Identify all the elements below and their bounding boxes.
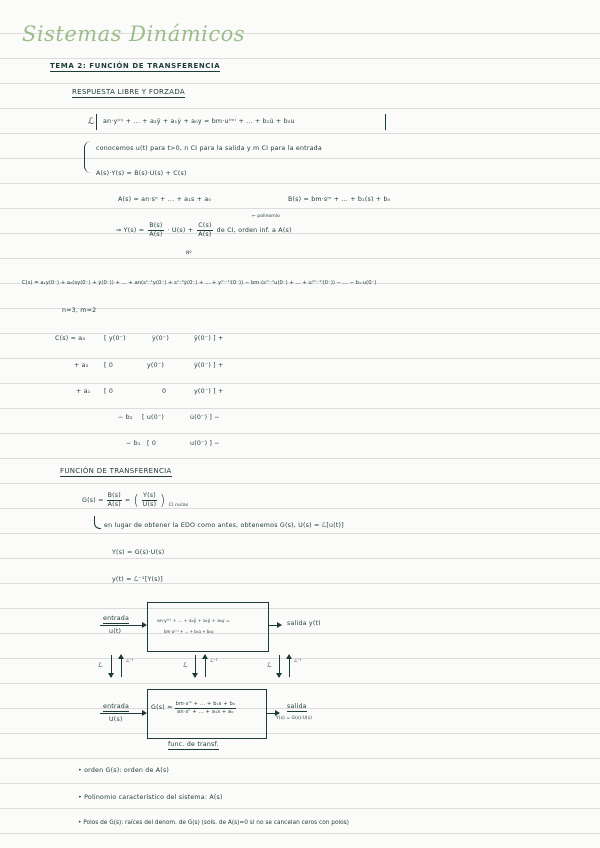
yt-inverse: y(t) = ℒ⁻¹[Y(s)] xyxy=(112,576,163,583)
matrix-row-4-c3: u̇(0⁻) ] − xyxy=(190,414,220,421)
gs-frac2-num: Y(s) xyxy=(142,493,157,501)
arrow-laplace-2 xyxy=(195,655,196,677)
arrow-laplace-1 xyxy=(111,655,112,677)
differential-equation: an·y⁽ⁿ⁾ + ... + a₂ÿ + a₁ẏ + a₀y = bm·u⁽ᵐ⁾ + ... + b₁u̇ + b₀u xyxy=(103,118,295,125)
brace-curve xyxy=(84,141,91,173)
matrix-row-2-c3: ẏ(0⁻) ] + xyxy=(194,362,224,369)
matrix-row-1-c1: [ y(0⁻) xyxy=(104,335,126,342)
note-initial-conditions: conocemos u(t) para t>0, n CI para la salida y m CI para la entrada xyxy=(96,145,322,152)
matrix-row-3-c1: [ 0 xyxy=(104,388,114,395)
transfer-function xyxy=(151,702,236,715)
matrix-row-5-c1: [ 0 xyxy=(147,440,157,447)
diagram-input-top-sub: u(t) xyxy=(109,628,122,635)
gs-definition: G(s) = $\frac{B(s)}{A(s)}$ = ( $\frac{Y(s)}{U(s)}$ ) CI nulas xyxy=(82,492,189,509)
laplace-label-3: ℒ xyxy=(267,662,272,669)
matrix-row-3-pre: + a₁ xyxy=(76,388,91,395)
gs-frac1-den: A(s) xyxy=(107,501,121,509)
diagram-output-bottom-sub: Y(s) = G(s)·U(s) xyxy=(276,716,312,721)
gs-fraction-2 xyxy=(142,493,157,509)
transfer-function-fraction xyxy=(175,702,237,715)
mark-number: Nº xyxy=(186,251,192,256)
matrix-row-1-c2: ẏ(0⁻) xyxy=(152,335,169,342)
matrix-row-2-c1: [ 0 xyxy=(104,362,114,369)
diagram-caption: func. de transf. xyxy=(168,742,219,750)
ys-frac2-num: C(s) xyxy=(197,223,212,231)
subsection-ft-heading: FUNCIÓN DE TRANSFERENCIA xyxy=(60,467,172,475)
ys-equation xyxy=(116,223,292,239)
ys-frac1-num: B(s) xyxy=(148,223,163,231)
matrix-row-2-pre: + a₂ xyxy=(74,362,89,369)
ys-fraction-2 xyxy=(197,223,212,239)
ys-mid: · U(s) + xyxy=(167,226,194,234)
box-top-line-1: an·y⁽ⁿ⁾ + ... + a₂ÿ + a₁ẏ + a₀y = xyxy=(157,619,230,624)
diagram-input-bottom-sub: U(s) xyxy=(109,716,123,723)
diagram-output-bottom-label: salida xyxy=(287,704,307,712)
arrow-output-top xyxy=(269,625,281,626)
arrow-inverse-laplace-3 xyxy=(289,655,290,677)
polynomial-A: A(s) = an·sⁿ + ... + a₁s + a₀ xyxy=(118,196,212,203)
matrix-row-2-c2: y(0⁻) xyxy=(147,362,164,369)
gs-fraction-1 xyxy=(107,493,122,509)
gs-frac1-num: B(s) xyxy=(107,493,122,501)
diagram-box-time-domain xyxy=(147,602,269,652)
laplace-label-1: ℒ xyxy=(98,662,103,669)
tf-numerator: bm·sᵐ + ... + b₁s + b₀ xyxy=(175,701,236,707)
section-tema-heading: TEMA 2: FUNCIÓN DE TRANSFERENCIA xyxy=(50,62,221,70)
ys-product: Y(s) = G(s)·U(s) xyxy=(112,549,165,556)
gs-frac2-den: U(s) xyxy=(142,501,157,509)
gs-equals: = xyxy=(124,496,131,504)
arrow-inverse-laplace-2 xyxy=(205,655,206,677)
matrix-row-4-c1: [ u(0⁻) xyxy=(142,414,165,421)
matrix-row-5-c3: u(0⁻) ] − xyxy=(190,440,220,447)
matrix-row-3-c2: 0 xyxy=(162,388,167,395)
gs-prefix: G(s) = xyxy=(82,496,104,504)
matrix-row-5-pre: − b₁ xyxy=(126,440,141,447)
arrow-laplace-3 xyxy=(279,655,280,677)
note-laplace-relation: A(s)·Y(s) = B(s)·U(s) + C(s) xyxy=(96,170,187,177)
ys-fraction-1 xyxy=(148,223,163,239)
diagram-input-top-label: entrada xyxy=(103,616,129,624)
box-top-line-2: bm·u⁽ᵐ⁾ + ... + b₁u̇ + b₀u xyxy=(164,629,214,634)
arrow-input-top xyxy=(100,625,146,626)
hook-curve xyxy=(94,516,101,529)
gs-subscript: CI nulas xyxy=(168,503,189,508)
subsection-respuesta-heading: RESPUESTA LIBRE Y FORZADA xyxy=(72,88,186,96)
inverse-laplace-label-2: ℒ⁻¹ xyxy=(210,659,218,664)
tf-denominator: an·sⁿ + ... + a₁s + a₀ xyxy=(177,709,234,715)
laplace-label-2: ℒ xyxy=(183,662,188,669)
n-m-values: n=3, m=2 xyxy=(62,307,97,314)
ys-prefix: ⇒ Y(s) = xyxy=(116,226,145,234)
page-title: Sistemas Dinámicos xyxy=(22,22,246,46)
bullet-order: • orden G(s): orden de A(s) xyxy=(78,767,170,774)
polynomial-B: B(s) = bm·sᵐ + ... + b₁(s) + b₀ xyxy=(288,196,391,203)
inverse-laplace-label-3: ℒ⁻¹ xyxy=(294,659,302,664)
bullet-poles: • Polos de G(s): raíces del denom. de G(s) (sols. de A(s)=0 si no se cancelan ceros con polos) xyxy=(78,820,349,826)
transfer-function-label: G(s) = xyxy=(151,704,173,712)
matrix-row-4-pre: − b₂ xyxy=(118,414,133,421)
matrix-row-1-pre: C(s) = a₃ xyxy=(55,335,86,342)
ys-frac2-den: A(s) xyxy=(198,231,212,239)
inverse-laplace-label-1: ℒ⁻¹ xyxy=(126,659,134,664)
ys-frac1-den: A(s) xyxy=(149,231,163,239)
diagram-output-top-label: salida y(t) xyxy=(287,620,321,627)
arrow-output-bottom xyxy=(267,713,279,714)
cs-expansion: C(s) = a₁y(0⁻) + a₂(sy(0⁻) + ẏ(0⁻)) + ... + an(sⁿ⁻¹y(0⁻) + sⁿ⁻²ẏ(0⁻) + ... + y⁽ⁿ⁻¹⁾(0⁻)) − bm·(sᵐ⁻¹u(0⁻) + ... + u⁽ᵐ⁻¹⁾(0⁻)) − ... − b₁·u(0⁻) xyxy=(22,280,377,286)
arrow-input-bottom xyxy=(100,713,146,714)
ys-suffix: de CI, orden inf. a A(s) xyxy=(216,226,292,234)
bullet-char-poly: • Polinomio característico del sistema: A(s) xyxy=(78,794,223,801)
polynomial-note: ← polinomio xyxy=(252,214,280,219)
matrix-row-3-c3: y(0⁻) ] + xyxy=(194,388,224,395)
matrix-row-1-c3: ÿ(0⁻) ] + xyxy=(194,335,224,342)
laplace-symbol: ℒ xyxy=(88,117,95,127)
arrow-inverse-laplace-1 xyxy=(121,655,122,677)
diagram-input-bottom-label: entrada xyxy=(103,704,129,712)
note-gs-approach: en lugar de obtener la EDO como antes, obtenemos G(s), U(s) = ℒ[u(t)] xyxy=(104,522,344,529)
